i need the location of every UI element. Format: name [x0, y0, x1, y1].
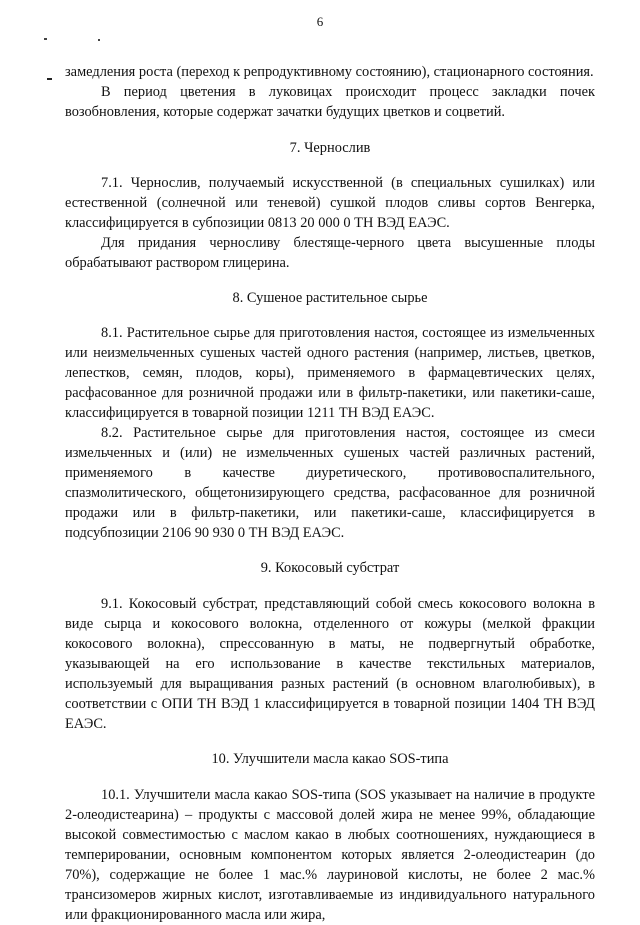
paragraph-9-1: 9.1. Кокосовый субстрат, представляющий собой смесь кокосового волокна в виде сырца и кокосового волокна, отделенного от кожуры (мелкой фракции кокосового волокна), спрессованную в маты, не подвергнутый обработке, указывающей на его использование в качестве текстильных материалов, используемый для выращивания разных растений (в основном влаголюбивых), в соответствии с ОПИ ТН ВЭД 1 классифицируется в товарной позиции 1404 ТН ВЭД ЕАЭС. — [65, 596, 595, 732]
section-9-heading: 9. Кокосовый субстрат — [260, 560, 400, 576]
paragraph-continuation: замедления роста (переход к репродуктивному состоянию), стационарного состояния. — [65, 64, 594, 80]
paragraph-7-1: 7.1. Чернослив, получаемый искусственной (в специальных сушилках) или естественной (солнечной или теневой) сушкой плодов сливы сортов Венгерка, классифицируется в субпозиции 0813 20 000 0 ТН ВЭД ЕАЭС. — [65, 175, 595, 231]
document-body — [65, 62, 595, 925]
paragraph-8-1: 8.1. Растительное сырье для приготовления настоя, состоящее из измельченных или неизмельченных сушеных частей одного растения (например, листьев, цветков, лепестков, семян, плодов, коры), применяемого в фармацевтических целях, расфасованное для розничной продажи или в фильтр-пакетики, или пакетики-саше, классифицируется в товарной позиции 1211 ТН ВЭД ЕАЭС. — [65, 325, 595, 421]
page-number: 6 — [316, 14, 324, 29]
scan-artifact — [47, 78, 52, 80]
paragraph-flowering: В период цветения в луковицах происходит процесс закладки почек возобновления, которые содержат зачатки будущих цветков и соцветий. — [65, 84, 595, 120]
section-7-heading: 7. Чернослив — [289, 140, 371, 156]
section-8-heading: 8. Сушеное растительное сырье — [232, 290, 428, 306]
section-10-heading: 10. Улучшители масла какао SOS-типа — [211, 751, 449, 767]
scan-artifact — [98, 39, 100, 41]
paragraph-7-2: Для придания черносливу блестяще-черного цвета высушенные плоды обрабатывают раствором глицерина. — [65, 235, 595, 271]
paragraph-8-2: 8.2. Растительное сырье для приготовления настоя, состоящее из смеси измельченных и (или) не измельченных сушеных частей различных растений, применяемого в качестве диуретического, противовоспалительного, спазмолитического, общетонизирующего средства, расфасованное для розничной продажи или в фильтр-пакетики, или пакетики-саше, классифицируется в подсубпозиции 2106 90 930 0 ТН ВЭД ЕАЭС. — [65, 425, 595, 541]
paragraph-10-1: 10.1. Улучшители масла какао SOS-типа (SOS указывает на наличие в продукте 2-олеодистеарина) – продукты с массовой долей жира не менее 99%, обладающие высокой совместимостью с маслом какао в любых соотношениях, нуждающиеся в темперировании, основным компонентом которых является 2-олеодистеарин (до 70%), содержащие не более 1 мас.% лауриновой кислоты, не более 2 мас.% трансизомеров жирных кислот, изготавливаемые из индивидуального натурального или фракционированного масла или жира, — [65, 787, 595, 923]
scan-artifact — [44, 38, 47, 40]
